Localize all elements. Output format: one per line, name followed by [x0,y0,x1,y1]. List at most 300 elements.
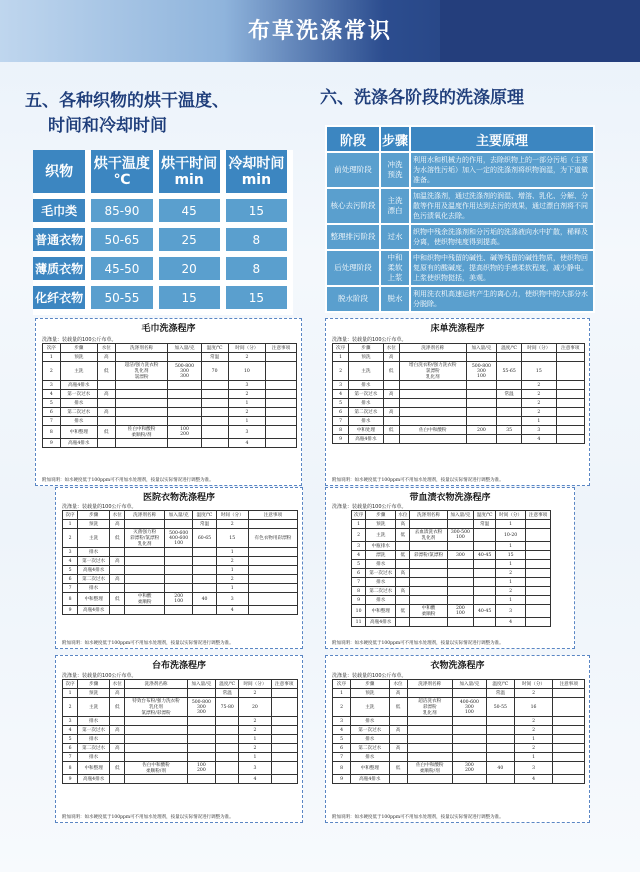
program-cell: 1 [496,560,526,569]
program-cell [187,717,215,726]
program-header-cell: 时间（分） [496,511,526,520]
program-cell: 3 [63,548,78,557]
program-header-cell: 水位 [98,344,116,353]
program-table [332,679,585,784]
step-cell: 主洗 漂白 [380,188,410,224]
program-cell: 35 [497,426,522,435]
drying-cell: 化纤衣物 [33,283,88,312]
program-box-sheet [325,318,590,486]
program-cell: 9 [43,439,61,448]
program-cell [216,775,239,784]
program-cell [410,569,447,578]
program-cell: 8 [352,587,366,596]
program-header-cell: 次序 [63,680,78,689]
program-cell: 300 200 [452,762,486,775]
program-cell: 5 [352,560,366,569]
program-cell [271,775,298,784]
program-box-clothes [325,655,590,823]
program-header-cell: 加入量/克 [164,511,192,520]
program-cell [164,548,192,557]
program-cell: 低 [389,762,407,775]
drying-cell: 8 [223,254,290,283]
program-row [352,569,551,578]
program-cell: 排水 [60,399,97,408]
program-cell [125,744,187,753]
program-cell [168,417,201,426]
program-header-cell: 洗涤剂名称 [399,344,466,353]
program-cell: 500-800 300 300 [168,362,201,381]
program-cell: 高瓶4排水 [78,566,110,575]
program-cell [193,584,216,593]
program-cell: 9 [63,775,78,784]
program-cell: 第一次过水 [366,569,396,578]
principle-row [326,286,594,312]
program-cell: 中瓶排水 [366,542,396,551]
program-cell: 15 [496,551,526,560]
program-cell: 2 [496,569,526,578]
program-cell [266,362,297,381]
program-cell: 4 [228,439,265,448]
program-cell [556,399,584,408]
program-header-cell: 温度/℃ [216,680,239,689]
program-box-blood [325,487,575,649]
program-cell [125,726,187,735]
program-cell [553,735,585,744]
program-cell [466,390,496,399]
program-cell: 高 [389,689,407,698]
program-cell [447,569,474,578]
program-caption: 洗涤量：装载量的100公斤布草。 [62,673,137,679]
program-caption: 洗涤量：装载量的100公斤布草。 [42,337,117,343]
program-cell: 6 [333,744,351,753]
program-cell [497,399,522,408]
drying-cell: 50-65 [88,225,155,254]
program-cell [466,435,496,444]
program-cell [466,417,496,426]
program-cell [110,584,125,593]
program-cell: 高 [383,353,399,362]
program-note: 附加说明：如水硬度低于100ppm可不用加水处理剂，按量以实际情况进行调整为准。 [332,478,504,483]
program-cell [407,717,452,726]
program-cell: 中和处理 [349,426,383,435]
program-cell [396,542,410,551]
program-row [333,689,585,698]
program-cell: 1 [496,520,526,529]
program-cell: 主洗 [78,529,110,548]
program-cell: 主洗 [60,362,97,381]
program-cell [216,726,239,735]
program-cell: 排水 [78,717,110,726]
program-cell: 高 [98,408,116,417]
program-cell [115,381,168,390]
program-cell [266,381,297,390]
program-cell [125,735,187,744]
program-cell [115,417,168,426]
program-cell [98,399,116,408]
program-cell: 7 [333,417,349,426]
program-cell: 7 [333,753,351,762]
program-cell: 2 [333,362,349,381]
program-row [333,717,585,726]
program-cell: 6 [333,408,349,417]
program-cell: 55-65 [497,362,522,381]
program-cell: 2 [216,557,248,566]
program-cell [556,435,584,444]
program-row [63,775,298,784]
program-cell: 2 [63,698,78,717]
program-cell [216,717,239,726]
program-cell: 高瓶4排水 [366,618,396,627]
program-cell [389,775,407,784]
program-header-cell: 水位 [110,680,125,689]
program-cell: 排水 [351,735,389,744]
program-cell [266,426,297,439]
program-cell: 8 [333,426,349,435]
program-cell [474,542,496,551]
principle-header: 步骤 [380,126,410,152]
program-cell [556,353,584,362]
program-header-cell: 加入量/克 [447,511,474,520]
program-cell: 低 [396,551,410,560]
program-cell: 高 [396,587,410,596]
program-row [63,593,298,606]
drying-row [33,254,290,283]
program-cell: 1 [496,596,526,605]
program-cell [497,408,522,417]
program-title: 医院衣物洗涤程序 [142,493,215,503]
program-cell: 高 [110,726,125,735]
program-cell: 2 [496,587,526,596]
program-cell [168,390,201,399]
principle-row [326,188,594,224]
program-cell [271,698,298,717]
program-cell [396,596,410,605]
program-cell [383,399,399,408]
program-header-cell: 步骤 [78,680,110,689]
program-cell: 10-20 [496,529,526,542]
program-cell: 7 [43,417,61,426]
program-row [63,698,298,717]
program-cell [125,775,187,784]
program-cell [201,417,228,426]
program-table [42,343,297,448]
program-cell [266,399,297,408]
program-cell [526,618,551,627]
program-cell: 8 [43,426,61,439]
program-cell: 1 [228,399,265,408]
program-cell: 常温 [497,390,522,399]
principle-header: 主要原理 [410,126,594,152]
program-header-cell: 步骤 [78,511,110,520]
program-cell [486,717,514,726]
program-cell [271,689,298,698]
program-cell: 高 [110,575,125,584]
program-cell [466,381,496,390]
program-cell [266,353,297,362]
program-cell: 16 [514,698,552,717]
program-header-row [333,344,585,353]
program-row [63,744,298,753]
drying-cell: 8 [223,225,290,254]
drying-cell: 15 [223,283,290,312]
program-cell: 排水 [351,717,389,726]
program-cell [497,417,522,426]
program-cell [271,717,298,726]
program-cell [125,575,165,584]
program-header-cell: 时间（分） [216,511,248,520]
program-header-cell: 加入量/克 [168,344,201,353]
program-cell [110,566,125,575]
drying-header: 冷却时间 min [223,150,290,196]
program-cell: 500-600 400-600 100 [164,529,192,548]
program-cell [486,735,514,744]
program-cell [193,557,216,566]
program-cell [452,753,486,762]
program-cell: 低 [110,762,125,775]
program-note: 附加说明：如水硬度低于100ppm可不用加水处理剂，按量以实际情况进行调整为准。 [332,815,504,820]
principle-header: 阶段 [326,126,380,152]
program-cell: 70 [201,362,228,381]
program-cell [248,520,297,529]
program-cell [526,578,551,587]
program-cell: 3 [333,381,349,390]
program-row [352,529,551,542]
section6-title: 六、洗涤各阶段的洗涤原理 [320,88,524,108]
program-cell: 去血渍洗衣粉 乳化剂 [410,529,447,542]
program-cell: 8 [333,762,351,775]
drying-cell: 85-90 [88,196,155,225]
program-cell: 3 [43,381,61,390]
program-cell: 400-600 300 100 [452,698,486,717]
program-header-cell: 次序 [333,680,351,689]
program-cell: 6 [63,575,78,584]
program-cell [248,575,297,584]
program-cell: 1 [514,753,552,762]
program-cell [410,596,447,605]
stage-cell: 整理排污阶段 [326,224,380,250]
program-cell: 1 [522,417,556,426]
program-cell [98,381,116,390]
program-cell [115,439,168,448]
program-cell: 3 [239,762,271,775]
program-cell: 1 [333,353,349,362]
program-cell: 7 [63,753,78,762]
program-row [43,381,297,390]
program-row [63,529,298,548]
program-row [63,557,298,566]
program-row [63,762,298,775]
drying-cell: 45-50 [88,254,155,283]
program-cell [125,689,187,698]
program-cell [216,753,239,762]
drying-cell: 20 [156,254,223,283]
program-row [333,381,585,390]
program-cell [201,439,228,448]
program-header-cell: 温度/℃ [497,344,522,353]
program-cell [447,578,474,587]
program-cell: 中和酸 柔顺粉 [125,593,165,606]
program-cell [248,566,297,575]
principle-cell: 织物中残余洗涤剂和分污垢的洗涤液向水中扩散，稀释及分离，使织物纯度得到提高。 [410,224,594,250]
program-cell [125,606,165,615]
program-header-cell: 加入量/克 [452,680,486,689]
program-cell: 2 [522,408,556,417]
program-cell: 1 [496,578,526,587]
stage-cell: 后处理阶段 [326,250,380,286]
program-header-cell: 水位 [383,344,399,353]
program-cell [201,381,228,390]
drying-table [33,150,293,315]
program-cell [248,557,297,566]
program-cell: 15 [216,529,248,548]
program-cell: 3 [228,381,265,390]
program-cell [553,698,585,717]
program-cell: 5 [333,399,349,408]
program-cell [201,426,228,439]
program-cell: 常温 [201,353,228,362]
drying-cell: 50-55 [88,283,155,312]
program-row [63,753,298,762]
program-row [352,578,551,587]
program-header-cell: 时间（分） [522,344,556,353]
program-cell: 3 [228,426,265,439]
program-row [63,566,298,575]
program-cell: 有色衣物用彩漂粉 [248,529,297,548]
program-header-cell: 温度/℃ [474,511,496,520]
program-row [63,689,298,698]
program-cell [216,735,239,744]
program-cell [399,417,466,426]
program-cell: 彩漂粉/氯漂粉 [410,551,447,560]
program-cell: 4 [333,726,351,735]
program-cell: 预洗 [351,689,389,698]
program-cell: 4 [63,557,78,566]
program-cell [556,417,584,426]
program-cell [164,606,192,615]
program-cell [193,566,216,575]
program-cell: 4 [514,775,552,784]
program-cell [452,775,486,784]
program-table [351,510,551,627]
program-cell: 2 [216,520,248,529]
program-cell [497,353,522,362]
program-cell [125,557,165,566]
program-row [333,399,585,408]
program-header-cell: 水位 [389,680,407,689]
program-cell: 40-45 [474,551,496,560]
program-cell: 200 100 [164,593,192,606]
program-header-cell: 洗涤剂名称 [410,511,447,520]
program-cell [486,775,514,784]
program-cell: 40 [486,762,514,775]
program-row [63,606,298,615]
program-header-cell: 注意事项 [556,344,584,353]
program-cell: 50-55 [486,698,514,717]
program-cell: 第一次过水 [78,557,110,566]
program-cell: 1 [216,548,248,557]
program-cell: 3 [514,762,552,775]
program-row [352,605,551,618]
program-cell: 低 [396,605,410,618]
program-cell: 中和整理 [60,426,97,439]
program-cell: 2 [514,717,552,726]
program-cell [164,575,192,584]
program-cell: 排水 [60,417,97,426]
program-cell: 100 200 [168,426,201,439]
program-row [352,520,551,529]
program-row [43,417,297,426]
program-cell [452,689,486,698]
program-cell: 7 [352,578,366,587]
program-row [352,551,551,560]
program-header-cell: 注意事项 [271,680,298,689]
section5-title-line2: 时间和冷却时间 [48,116,167,136]
program-cell [115,353,168,362]
program-title: 毛巾洗涤程序 [141,324,196,334]
program-cell: 2 [228,408,265,417]
program-cell [556,381,584,390]
program-cell: 预洗 [366,520,396,529]
program-cell [168,399,201,408]
program-cell [399,390,466,399]
program-cell: 1 [496,542,526,551]
program-cell: 增白洗衣粉/强力洗衣粉 氯漂粉 乳化剂 [399,362,466,381]
program-cell: 排水 [351,753,389,762]
washing-principle-table [325,125,595,313]
program-cell: 9 [333,775,351,784]
program-cell: 6 [352,569,366,578]
program-title: 衣物洗涤程序 [430,661,485,671]
program-cell: 9 [63,606,78,615]
program-cell: 4 [522,435,556,444]
program-row [63,575,298,584]
program-title: 台布洗涤程序 [151,661,206,671]
program-cell [271,753,298,762]
principle-cell: 利用洗衣机高速运转产生的离心力，使织物中的大部分水分脱除。 [410,286,594,312]
program-cell [407,735,452,744]
program-cell [396,618,410,627]
program-cell: 高瓶4排水 [60,381,97,390]
program-cell [187,744,215,753]
program-cell: 15 [522,362,556,381]
program-cell: 75-80 [216,698,239,717]
program-cell: 9 [352,596,366,605]
program-cell [407,689,452,698]
program-cell: 2 [228,353,265,362]
program-row [352,587,551,596]
program-box-hospital [55,487,303,649]
program-cell: 4 [352,551,366,560]
program-header-cell: 时间（分） [228,344,265,353]
program-cell [383,417,399,426]
program-cell [399,408,466,417]
program-cell [115,408,168,417]
program-cell [187,753,215,762]
step-cell: 过水 [380,224,410,250]
program-cell [474,560,496,569]
program-cell: 主洗 [351,698,389,717]
program-cell: 第二次过水 [78,575,110,584]
program-header-cell: 温度/℃ [201,344,228,353]
program-cell: 200 [466,426,496,435]
program-header-cell: 洗涤剂名称 [125,680,187,689]
program-row [352,618,551,627]
program-header-cell: 注意事项 [526,511,551,520]
program-cell: 中和整理 [78,762,110,775]
program-table [62,679,298,784]
program-cell [164,584,192,593]
program-row [333,435,585,444]
